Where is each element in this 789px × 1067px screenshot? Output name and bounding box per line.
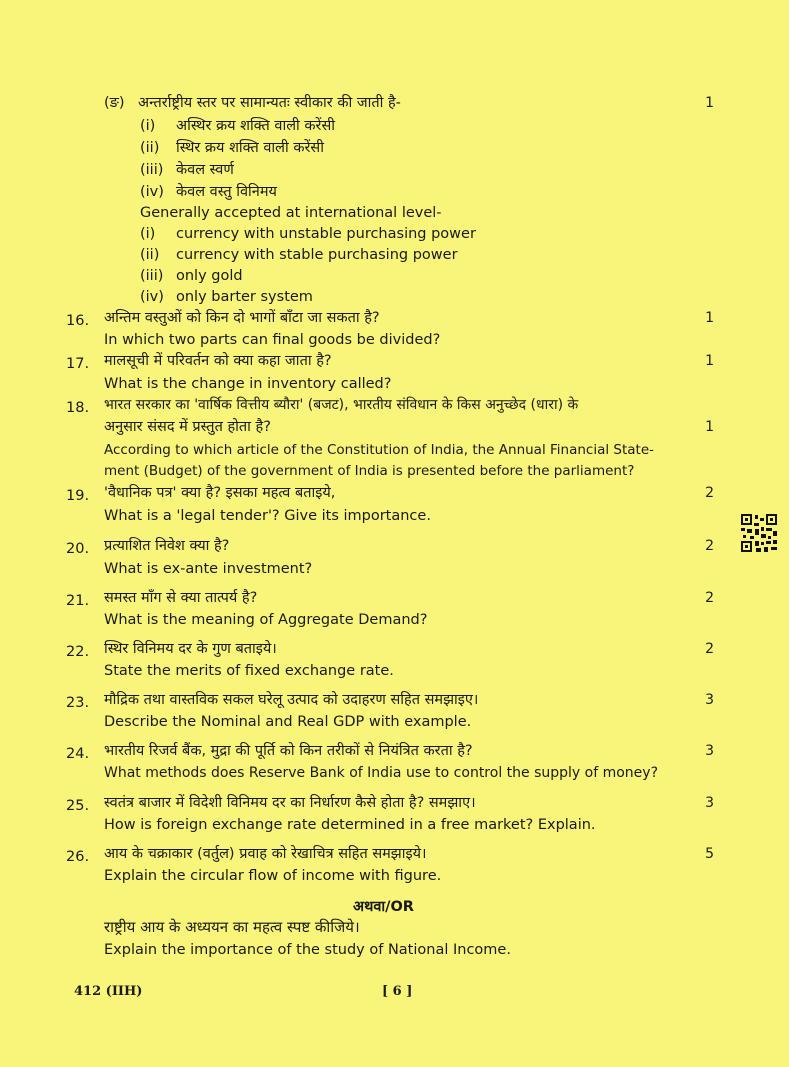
question-marks: 2: [705, 590, 714, 606]
question-hindi: स्वतंत्र बाजार में विदेशी विनिमय दर का निर्धारण कैसे होता है? समझाए।: [104, 795, 476, 811]
question-marks: 3: [705, 692, 714, 708]
question-hindi: अन्तिम वस्तुओं को किन दो भागों बाँटा जा सकता है?: [104, 310, 380, 326]
question-marks: 1: [705, 353, 714, 369]
question-hindi: आय के चक्राकार (वर्तुल) प्रवाह को रेखाचित्र सहित समझाइये।: [104, 846, 427, 862]
hindi-option-num: (ii): [140, 140, 160, 156]
question-number: 22.: [66, 644, 90, 660]
question-number: 20.: [66, 541, 90, 557]
question-number: 17.: [66, 356, 90, 372]
page-number: [ 6 ]: [382, 984, 413, 999]
hindi-option-text: केवल वस्तु विनिमय: [176, 184, 277, 200]
question-marks: 5: [705, 846, 714, 862]
question-number: 24.: [66, 746, 90, 762]
question-e-hindi: अन्तर्राष्ट्रीय स्तर पर सामान्यतः स्वीकार की जाती है-: [138, 95, 401, 111]
question-marks: 1: [705, 310, 714, 326]
question-e-english: Generally accepted at international level-: [140, 205, 442, 221]
question-number: 23.: [66, 695, 90, 711]
question-english: What is a 'legal tender'? Give its importance.: [104, 508, 431, 524]
question-number: 25.: [66, 798, 90, 814]
question-hindi: भारत सरकार का 'वार्षिक वित्तीय ब्यौरा' (बजट), भारतीय संविधान के किस अनुच्छेद (धारा) के: [104, 397, 579, 413]
question-hindi: भारतीय रिजर्व बैंक, मुद्रा की पूर्ति को किन तरीकों से नियंत्रित करता है?: [104, 743, 473, 759]
question-hindi-cont: अनुसार संसद में प्रस्तुत होता है?: [104, 419, 271, 435]
question-marks: 3: [705, 795, 714, 811]
question-english: What is ex-ante investment?: [104, 561, 313, 577]
question-english-cont: ment (Budget) of the government of India is presented before the parliament?: [104, 463, 635, 479]
question-english: In which two parts can final goods be divided?: [104, 332, 441, 348]
question-english: What methods does Reserve Bank of India use to control the supply of money?: [104, 765, 658, 781]
paper-code: 412 (IIH): [74, 984, 143, 999]
question-marks: 1: [705, 419, 714, 435]
or-question-hindi: राष्ट्रीय आय के अध्ययन का महत्व स्पष्ट कीजिये।: [104, 918, 360, 936]
hindi-option-num: (iv): [140, 184, 164, 200]
question-hindi: स्थिर विनिमय दर के गुण बताइये।: [104, 641, 277, 657]
question-english: What is the meaning of Aggregate Demand?: [104, 612, 428, 628]
english-option-text: currency with stable purchasing power: [176, 247, 458, 263]
question-number: 21.: [66, 593, 90, 609]
question-english: State the merits of fixed exchange rate.: [104, 663, 394, 679]
question-english: Explain the circular flow of income with figure.: [104, 868, 442, 884]
english-option-text: only gold: [176, 268, 243, 284]
question-english: What is the change in inventory called?: [104, 376, 392, 392]
hindi-option-text: केवल स्वर्ण: [176, 162, 234, 178]
question-hindi: प्रत्याशित निवेश क्या है?: [104, 538, 230, 554]
question-marks: 3: [705, 743, 714, 759]
hindi-option-text: अस्थिर क्रय शक्ति वाली करेंसी: [176, 118, 336, 134]
or-question-english: Explain the importance of the study of National Income.: [104, 942, 511, 958]
question-hindi: समस्त माँग से क्या तात्पर्य है?: [104, 590, 258, 606]
question-number: 16.: [66, 313, 90, 329]
hindi-option-num: (i): [140, 118, 156, 134]
english-option-num: (iv): [140, 289, 164, 305]
question-number: 18.: [66, 400, 90, 416]
question-e-marks: 1: [705, 95, 714, 111]
hindi-option-num: (iii): [140, 162, 164, 178]
question-marks: 2: [705, 485, 714, 501]
qr-code-icon: [741, 514, 777, 552]
hindi-option-text: स्थिर क्रय शक्ति वाली करेंसी: [176, 140, 324, 156]
english-option-text: only barter system: [176, 289, 313, 305]
or-label: अथवा/OR: [353, 899, 414, 915]
question-hindi: मालसूची में परिवर्तन को क्या कहा जाता है?: [104, 353, 332, 369]
question-number: 19.: [66, 488, 90, 504]
question-e-label: (ङ): [104, 95, 125, 111]
question-marks: 2: [705, 538, 714, 554]
question-number: 26.: [66, 849, 90, 865]
english-option-num: (iii): [140, 268, 164, 284]
question-marks: 2: [705, 641, 714, 657]
question-hindi: मौद्रिक तथा वास्तविक सकल घरेलू उत्पाद को उदाहरण सहित समझाइए।: [104, 692, 479, 708]
english-option-num: (i): [140, 226, 156, 242]
question-hindi: 'वैधानिक पत्र' क्या है? इसका महत्व बताइये,: [104, 485, 336, 501]
question-english: According to which article of the Constitution of India, the Annual Financial State-: [104, 442, 655, 458]
question-english: How is foreign exchange rate determined in a free market? Explain.: [104, 817, 596, 833]
english-option-text: currency with unstable purchasing power: [176, 226, 476, 242]
question-english: Describe the Nominal and Real GDP with example.: [104, 714, 472, 730]
english-option-num: (ii): [140, 247, 160, 263]
